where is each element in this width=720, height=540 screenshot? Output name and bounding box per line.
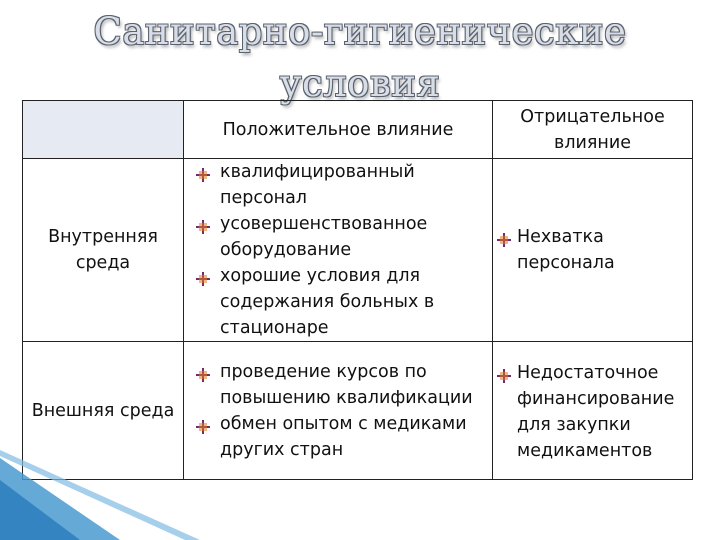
list-item-text: Недостаточное финансирование для закупки медикаментов: [517, 363, 675, 461]
cell-external-negative: [493, 342, 693, 480]
list-item-text: хорошие условия для содержания больных в стационаре: [220, 266, 435, 338]
influence-table: [22, 100, 693, 480]
bullet-marker-icon: [196, 164, 210, 178]
list-item-text: Нехватка персонала: [517, 227, 615, 273]
list-item: [184, 263, 488, 341]
cell-internal-positive: [184, 159, 493, 342]
list-item-text: усовершенствованное оборудование: [220, 214, 428, 260]
row-label-external: Внешняя среда: [23, 342, 184, 480]
list-item-text: квалифицированный персонал: [220, 162, 415, 208]
list-item: [493, 224, 688, 276]
internal-positive-list: [184, 159, 492, 341]
corner-cell: [23, 101, 184, 159]
list-item: [184, 359, 488, 411]
corner-decoration: [0, 450, 200, 540]
header-positive: Положительное влияние: [184, 101, 493, 159]
bullet-marker-icon: [196, 364, 210, 378]
list-item-text: обмен опытом с медиками других стран: [220, 413, 467, 460]
header-negative-label: Отрицательное влияние: [520, 106, 665, 153]
list-item: [184, 159, 488, 211]
list-item: [184, 211, 488, 263]
row-label-internal: Внутренняя среда: [23, 159, 184, 342]
cell-external-positive: [184, 342, 493, 480]
external-negative-list: [493, 360, 692, 464]
cell-internal-negative: [493, 159, 693, 342]
list-item-text: проведение курсов по повышению квалификации: [220, 361, 473, 408]
external-positive-list: [184, 359, 492, 463]
list-item: [184, 411, 488, 463]
list-item: [493, 360, 688, 464]
bullet-marker-icon: [196, 216, 210, 230]
bullet-marker-icon: [497, 229, 511, 243]
bullet-marker-icon: [196, 416, 210, 430]
slide-title: Санитарно-гигиенические условия: [93, 10, 627, 105]
header-negative: [493, 101, 693, 159]
bullet-marker-icon: [497, 365, 511, 379]
internal-negative-list: [493, 224, 692, 276]
bullet-marker-icon: [196, 268, 210, 282]
